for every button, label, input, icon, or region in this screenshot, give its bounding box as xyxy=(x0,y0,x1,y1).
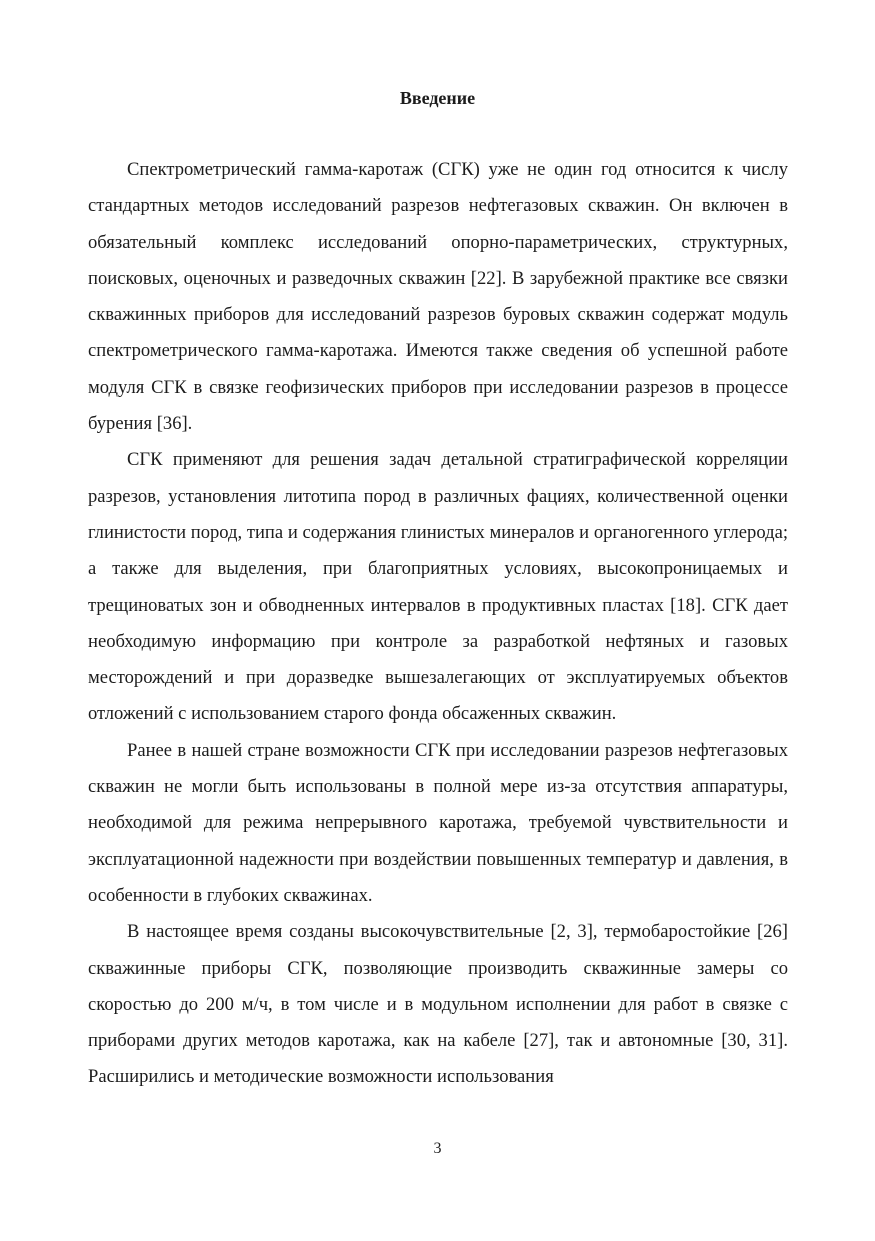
paragraph-1: Спектрометрический гамма-каротаж (СГК) уже не один год относится к числу стандартных методов исследований разрезов нефтегазовых скважин. Он включен в обязательный комплекс исследований опорно-параметрических, структурных, поисковых, оценочных и разведочных скважин [22]. В зарубежной практике все связки скважинных приборов для исследований разрезов буровых скважин содержат модуль спектрометрического гамма-каротажа. Имеются также сведения об успешной работе модуля СГК в связке геофизических приборов при исследовании разрезов в процессе бурения [36]. xyxy=(88,159,788,435)
paragraph-4: В настоящее время созданы высокочувствительные [2, 3], термобаростойкие [26] скважинные приборы СГК, позволяющие производить скважинные замеры со скоростью до 200 м/ч, в том числе и в модульном исполнении для работ в связке с приборами других методов каротажа, как на кабеле [27], так и автономные [30, 31]. Расширились и методические возможности использования xyxy=(88,921,788,1088)
section-title: Введение xyxy=(399,88,476,108)
paragraph-3: Ранее в нашей стране возможности СГК при исследовании разрезов нефтегазовых скважин не могли быть использованы в полной мере из-за отсутствия аппаратуры, необходимой для режима непрерывного каротажа, требуемой чувствительности и эксплуатационной надежности при воздействии повышенных температур и давления, в особенности в глубоких скважинах. xyxy=(88,739,788,906)
paragraph-2: СГК применяют для решения задач детальной стратиграфической корреляции разрезов, установления литотипа пород в различных фациях, количественной оценки глинистости пород, типа и содержания глинистых минералов и органогенного углерода; а также для выделения, при благоприятных условиях, высокопроницаемых и трещиноватых зон и обводненных интервалов в продуктивных пластах [18]. СГК дает необходимую информацию при контроле за разработкой нефтяных и газовых месторождений и при доразведке вышезалегающих от эксплуатируемых объектов отложений с использованием старого фонда обсаженных скважин. xyxy=(88,449,788,725)
page-number: 3 xyxy=(433,1140,442,1157)
body-text xyxy=(88,152,788,1096)
